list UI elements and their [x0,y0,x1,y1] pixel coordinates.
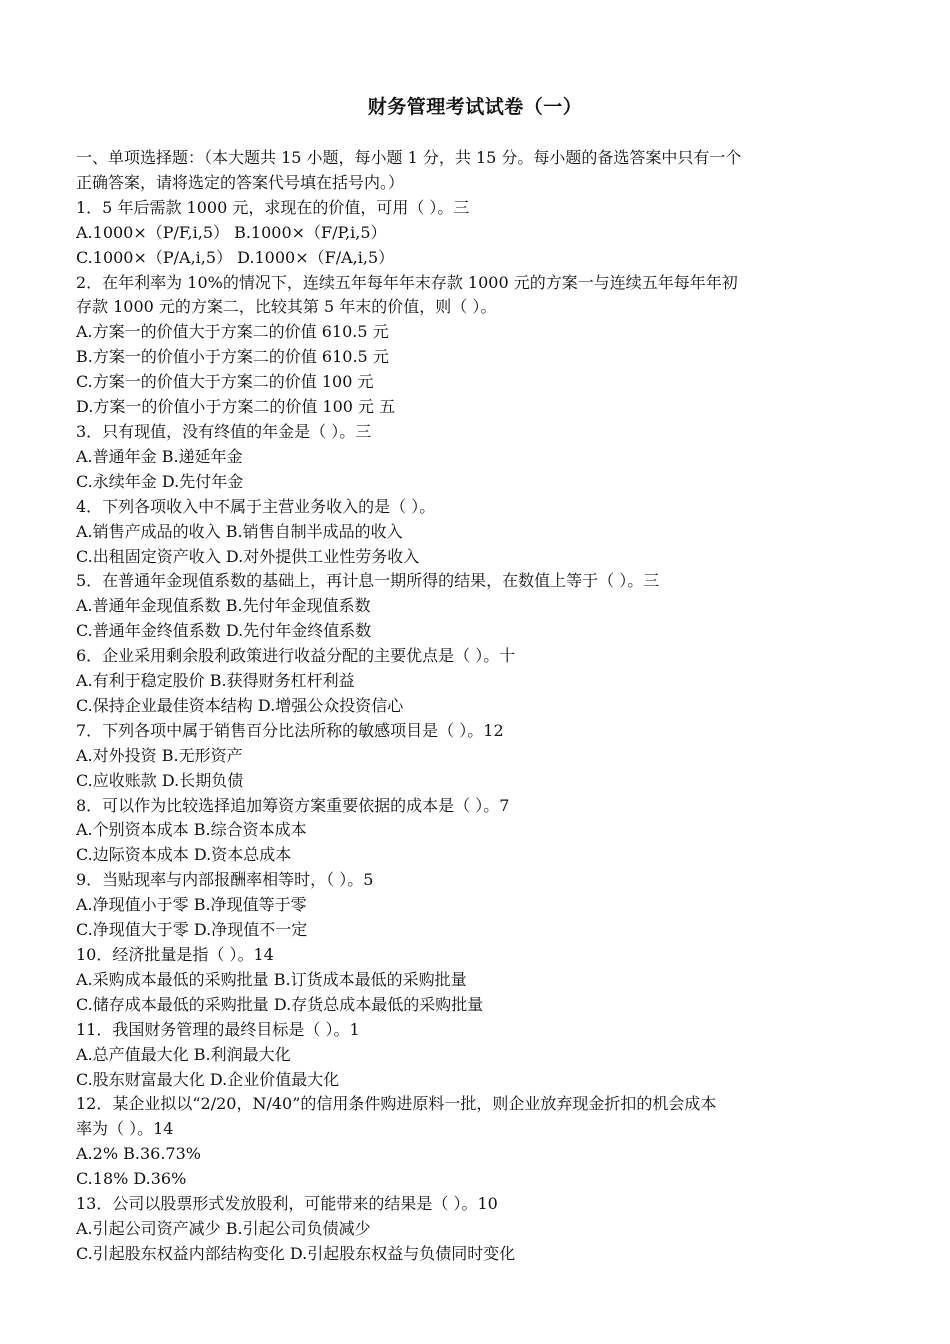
question-11-options: A.总产值最大化 B.利润最大化 [76,1044,291,1064]
question-9-options: C.净现值大于零 D.净现值不一定 [76,920,308,940]
question-6: 6．企业采用剩余股利政策进行收益分配的主要优点是（ ）。十 [76,646,516,666]
question-3: 3．只有现值，没有终值的年金是（ ）。三 [76,421,372,441]
question-6-options: C.保持企业最佳资本结构 D.增强公众投资信心 [76,695,404,715]
question-1: 1．5 年后需款 1000 元，求现在的价值，可用（ ）。三 [76,197,470,217]
question-2-options: D.方案一的价值小于方案二的价值 100 元 五 [76,397,396,417]
question-10-options: A.采购成本最低的采购批量 B.订货成本最低的采购批量 [76,969,467,989]
question-7-options: A.对外投资 B.无形资产 [76,745,243,765]
page-title: 财务管理考试试卷（一） [367,96,583,118]
question-8: 8．可以作为比较选择追加筹资方案重要依据的成本是（ ）。7 [76,795,510,815]
question-12: 率为（ ）。14 [76,1119,174,1139]
question-11-options: C.股东财富最大化 D.企业价值最大化 [76,1069,340,1089]
question-5: 5．在普通年金现值系数的基础上，再计息一期所得的结果，在数值上等于（ ）。三 [76,571,660,591]
question-2-options: C.方案一的价值大于方案二的价值 100 元 [76,372,374,392]
question-7-options: C.应收账款 D.长期负债 [76,770,244,790]
question-7: 7．下列各项中属于销售百分比法所称的敏感项目是（ ）。12 [76,720,504,740]
question-13-options: A.引起公司资产减少 B.引起公司负债减少 [76,1218,371,1238]
text-line: 正确答案，请将选定的答案代号填在括号内。） [76,172,405,192]
question-10: 10．经济批量是指（ ）。14 [76,945,274,964]
question-10-options: C.储存成本最低的采购批量 D.存货总成本最低的采购批量 [76,994,484,1014]
question-5-options: A.普通年金现值系数 B.先付年金现值系数 [76,596,371,616]
question-9: 9．当贴现率与内部报酬率相等时，（ ）。5 [76,870,374,890]
question-8-options: A.个别资本成本 B.综合资本成本 [76,820,307,840]
question-2: 2．在年利率为 10%的情况下，连续五年每年年末存款 1000 元的方案一与连续五年每年年初 [76,272,738,292]
question-12: 12．某企业拟以“2/20，N/40”的信用条件购进原料一批，则企业放弃现金折扣的机会成本 [76,1094,717,1114]
text-line: 一、单项选择题：（本大题共 15 小题，每小题 1 分，共 15 分。每小题的备选答案中只有一个 [76,148,742,167]
question-1-options: A.1000×（P/F,i,5） B.1000×（F/P,i,5） [76,222,387,242]
question-2: 存款 1000 元的方案二，比较其第 5 年末的价值，则（ ）。 [76,297,497,317]
question-8-options: C.边际资本成本 D.资本总成本 [76,845,292,865]
question-3-options: A.普通年金 B.递延年金 [76,446,243,466]
question-4-options: C.出租固定资产收入 D.对外提供工业性劳务收入 [76,546,420,566]
question-6-options: A.有利于稳定股价 B.获得财务杠杆利益 [76,671,355,691]
question-5-options: C.普通年金终值系数 D.先付年金终值系数 [76,621,372,641]
question-12-options: C.18% D.36% [76,1169,187,1189]
question-13-options: C.引起股东权益内部结构变化 D.引起股东权益与负债同时变化 [76,1243,516,1263]
question-3-options: C.永续年金 D.先付年金 [76,471,244,491]
question-4: 4．下列各项收入中不属于主营业务收入的是（ ）。 [76,496,436,516]
question-2-options: B.方案一的价值小于方案二的价值 610.5 元 [76,347,389,367]
question-11: 11．我国财务管理的最终目标是（ ）。1 [76,1019,360,1039]
question-2-options: A.方案一的价值大于方案二的价值 610.5 元 [76,322,389,342]
question-9-options: A.净现值小于零 B.净现值等于零 [76,895,307,915]
document-body [76,146,866,1267]
question-12-options: A.2% B.36.73% [76,1144,201,1164]
question-1-options: C.1000×（P/A,i,5） D.1000×（F/A,i,5） [76,247,395,267]
question-13: 13．公司以股票形式发放股利，可能带来的结果是（ ）。10 [76,1194,498,1214]
question-4-options: A.销售产成品的收入 B.销售自制半成品的收入 [76,521,403,541]
